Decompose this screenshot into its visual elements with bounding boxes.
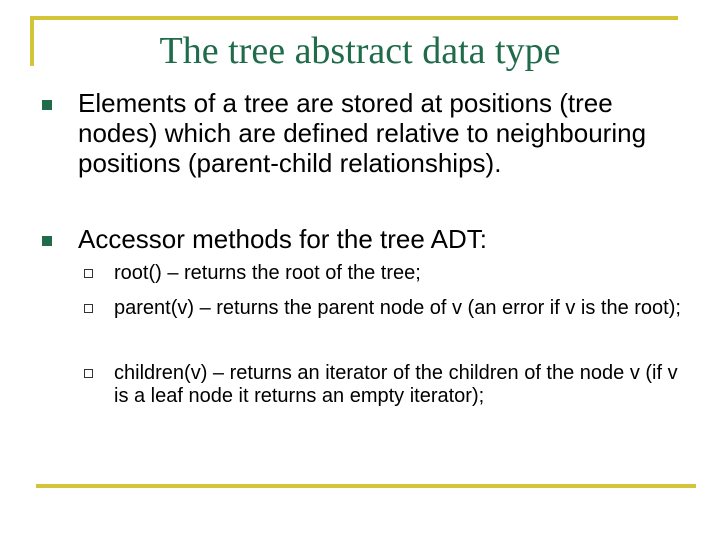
checkbox-bullet-icon [84,304,93,313]
top-border-line [30,16,678,20]
checkbox-bullet-icon [84,269,93,278]
sub-bullet-text: parent(v) – returns the parent node of v (an error if v is the root); [114,297,681,319]
checkbox-bullet-icon [84,369,93,378]
bullet-text: Elements of a tree are stored at positions (tree nodes) which are defined relative to neighbouring positions (parent-child relationships). [78,88,647,178]
sub-bullet-text: children(v) – returns an iterator of the children of the node v (if v is a leaf node it returns an empty iterator); [114,362,678,407]
sub-bullet-text: root() – returns the root of the tree; [114,262,421,284]
square-bullet-icon [42,236,52,246]
slide-title: The tree abstract data type [159,30,561,72]
square-bullet-icon [42,100,52,110]
bullet-text: Accessor methods for the tree ADT: [78,224,487,254]
bottom-border-line [36,484,696,488]
